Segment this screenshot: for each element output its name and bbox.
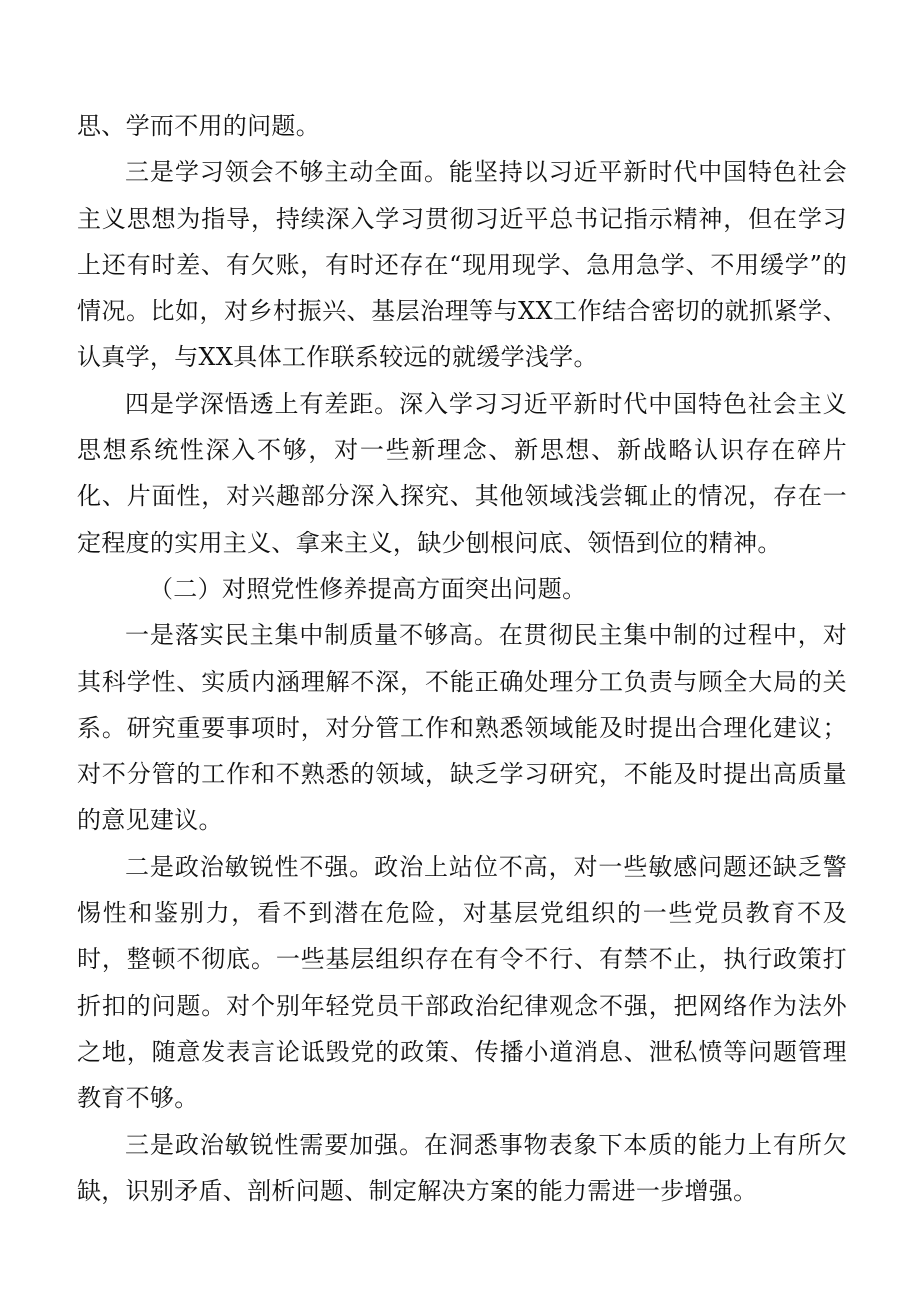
paragraph-point-four-study: 四是学深悟透上有差距。深入学习习近平新时代中国特色社会主义思想系统性深入不够，对一些新理念、新思想、新战略认识存在碎片化、片面性，对兴趣部分深入探究、其他领域浅尝辄止的情况，存在一定程度的实用主义、拿来主义，缺少刨根问底、领悟到位的精神。	[77, 389, 847, 557]
paragraph-continuation: 思、学而不用的问题。	[77, 112, 320, 140]
paragraph-point-two-political-sensitivity: 二是政治敏锐性不强。政治上站位不高，对一些敏感问题还缺乏警惕性和鉴别力，看不到潜在危险，对基层党组织的一些党员教育不及时，整顿不彻底。一些基层组织存在有令不行、有禁不止，执行政策打折扣的问题。对个别年轻党员干部政治纪律观念不强，把网络作为法外之地，随意发表言论诋毁党的政策、传播小道消息、泄私愤等问题管理教育不够。	[77, 852, 847, 1113]
paragraph-point-three-political-sensitivity: 三是政治敏锐性需要加强。在洞悉事物表象下本质的能力上有所欠缺，识别矛盾、剖析问题、制定解决方案的能力需进一步增强。	[77, 1130, 847, 1205]
document-body	[77, 103, 847, 1214]
paragraph-point-one-democratic-centralism: 一是落实民主集中制质量不够高。在贯彻民主集中制的过程中，对其科学性、实质内涵理解不深，不能正确处理分工负责与顾全大局的关系。研究重要事项时，对分管工作和熟悉领域能及时提出合理化建议；对不分管的工作和不熟悉的领域，缺乏学习研究，不能及时提出高质量的意见建议。	[77, 621, 847, 835]
section-heading-party-spirit: （二）对照党性修养提高方面突出问题。	[149, 574, 587, 603]
paragraph-point-three-study: 三是学习领会不够主动全面。能坚持以习近平新时代中国特色社会主义思想为指导，持续深入学习贯彻习近平总书记指示精神，但在学习上还有时差、有欠账，有时还存在“现用现学、急用急学、不用缓学”的情况。比如，对乡村振兴、基层治理等与XX工作结合密切的就抓紧学、认真学，与XX具体工作联系较远的就缓学浅学。	[77, 158, 847, 372]
